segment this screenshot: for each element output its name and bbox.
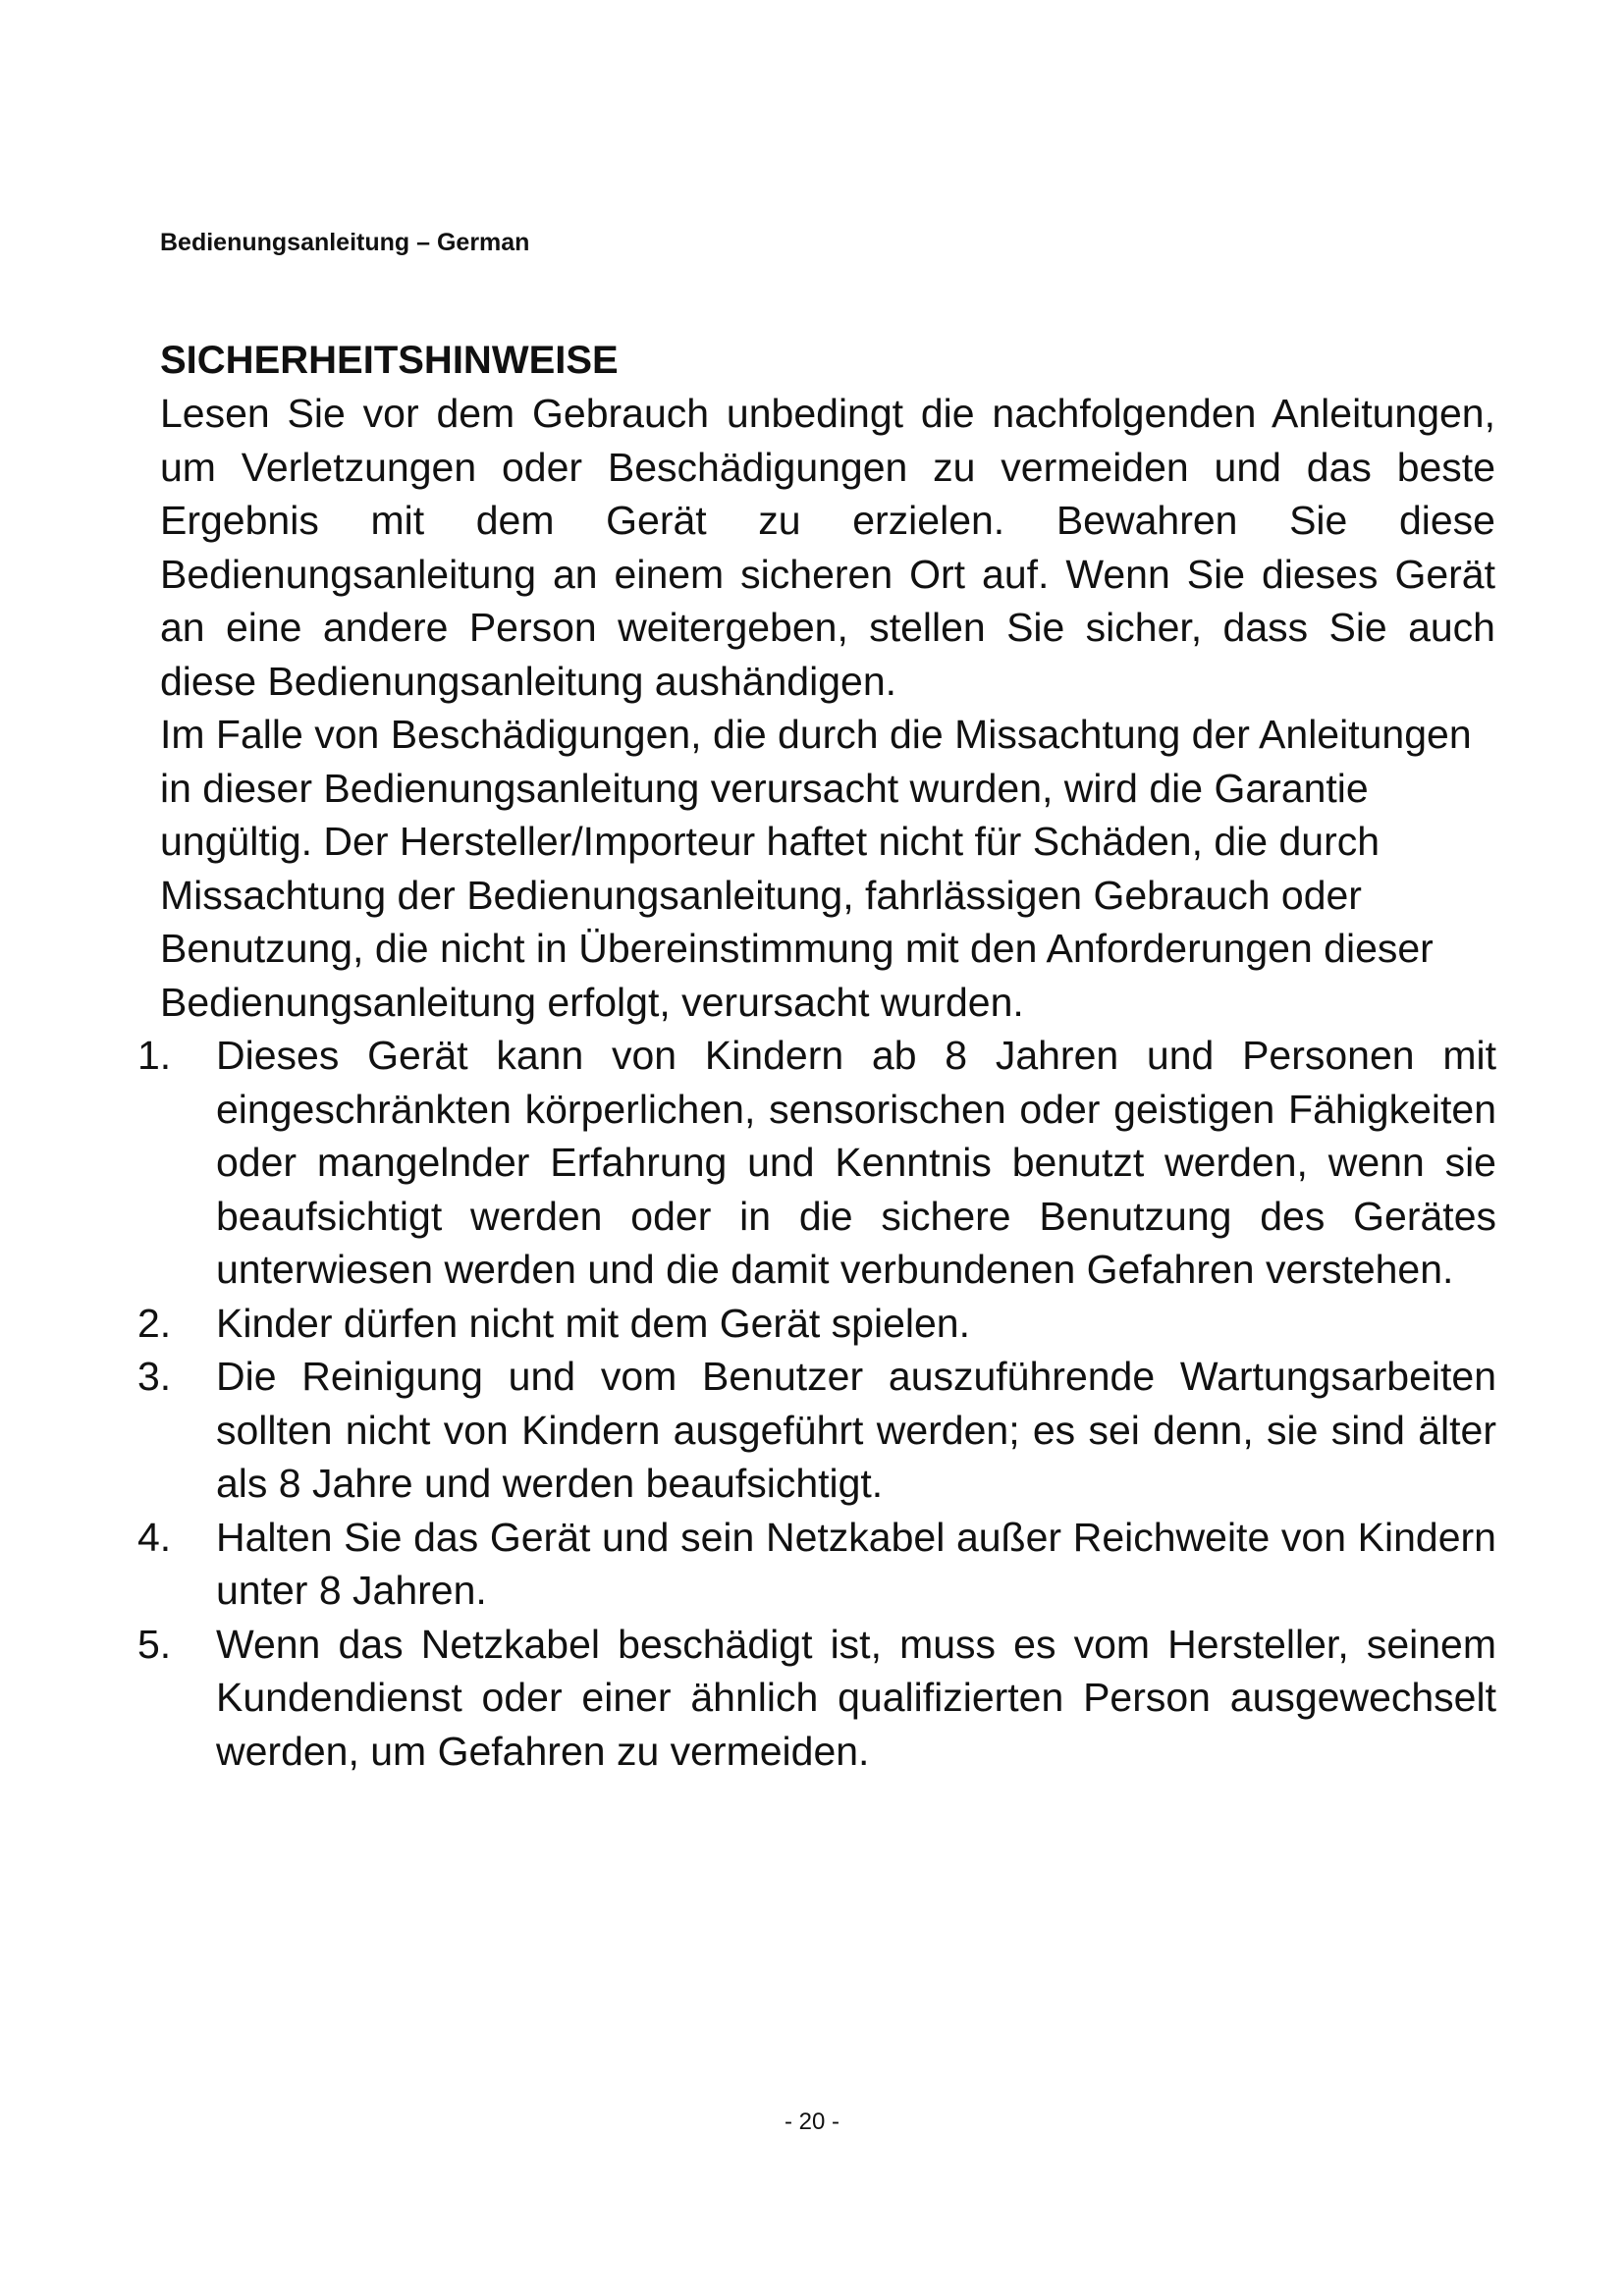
page-number: - 20 - (784, 2109, 839, 2135)
list-item (137, 1350, 1496, 1511)
list-item-number: 4. (137, 1514, 172, 1560)
safety-section (137, 334, 1496, 1778)
list-item (137, 1297, 1496, 1351)
list-item-number: 2. (137, 1300, 172, 1346)
list-item-text: Die Reinigung und vom Benutzer auszuführende Wartungsarbeiten sollten nicht von Kindern ausgeführt werden; es sei denn, sie sind älter als 8 Jahre und werden beaufsichtigt. (216, 1354, 1496, 1506)
list-item-number: 3. (137, 1354, 172, 1399)
document-header: Bedienungsanleitung – German (160, 229, 530, 256)
list-item-text: Halten Sie das Gerät und sein Netzkabel außer Reichweite von Kindern unter 8 Jahren. (216, 1514, 1496, 1613)
warranty-paragraph: Im Falle von Beschädigungen, die durch die Missachtung der Anleitungen in dieser Bedienungsanleitung verursacht wurden, wird die Garantie ungültig. Der Hersteller/Importeur haftet nicht für Schäden, die durch Missachtung der Bedienungsanleitung, fahrlässigen Gebrauch oder Benutzung, die nicht in Übereinstimmung mit den Anforderungen dieser Bedienungsanleitung erfolgt, verursacht wurden. (160, 712, 1472, 1025)
list-item-number: 1. (137, 1033, 172, 1078)
list-item-text: Kinder dürfen nicht mit dem Gerät spielen. (216, 1300, 970, 1346)
list-item (137, 1511, 1496, 1618)
list-item-number: 5. (137, 1621, 172, 1667)
list-item (137, 1029, 1496, 1297)
intro-paragraph: Lesen Sie vor dem Gebrauch unbedingt die nachfolgenden Anleitungen, um Verletzungen oder Beschädigungen zu vermeiden und das beste Ergebnis mit dem Gerät zu erzielen. Bewahren Sie diese Bedienungsanleitung an einem sicheren Ort auf. Wenn Sie dieses Gerät an eine andere Person weitergeben, stellen Sie sicher, dass Sie auch diese Bedienungsanleitung aushändigen. (160, 391, 1495, 704)
section-title: SICHERHEITSHINWEISE (160, 339, 619, 382)
list-item-text: Dieses Gerät kann von Kindern ab 8 Jahren und Personen mit eingeschränkten körperlichen, sensorischen oder geistigen Fähigkeiten oder mangelnder Erfahrung und Kenntnis benutzt werden, wenn sie beaufsichtigt werden oder in die sichere Benutzung des Gerätes unterwiesen werden und die damit verbundenen Gefahren verstehen. (216, 1033, 1496, 1292)
safety-list (137, 1029, 1496, 1778)
list-item-text: Wenn das Netzkabel beschädigt ist, muss es vom Hersteller, seinem Kundendienst oder einer ähnlich qualifizierten Person ausgewechselt werden, um Gefahren zu vermeiden. (216, 1621, 1496, 1774)
list-item (137, 1618, 1496, 1779)
